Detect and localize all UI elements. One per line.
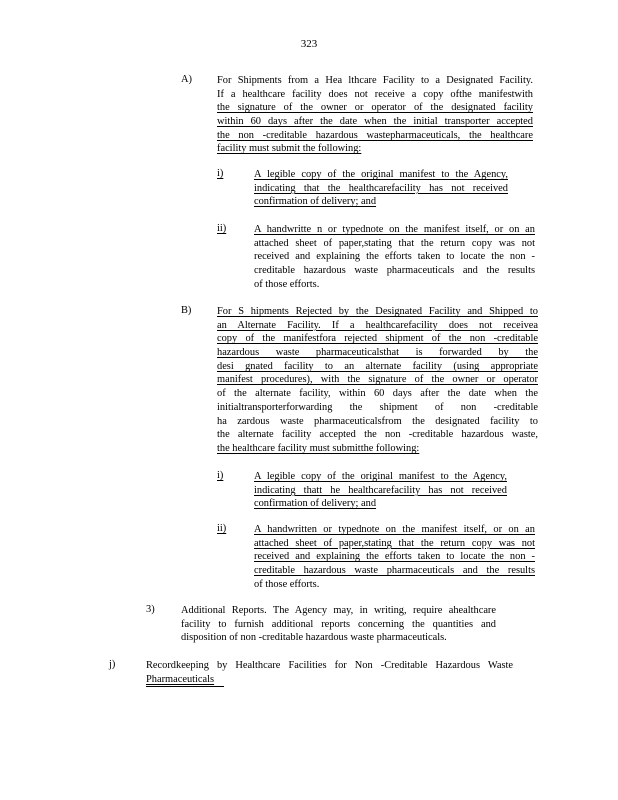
text-line: disposition of non -creditable hazardous waste pharmaceuticals. <box>181 632 447 644</box>
text-line: an Alternate Facility. If a healthcarefacility does not receivea <box>217 319 538 331</box>
section-a-label: A) <box>181 74 192 85</box>
text-line: If a healthcare facility does not receive a copy ofthe manifestwith <box>217 88 533 100</box>
page-number: 323 <box>300 38 318 50</box>
text-line: confirmation of delivery; and <box>254 498 377 510</box>
section-j-heading: Pharmaceuticals <box>146 673 215 685</box>
section-3-text <box>181 604 496 645</box>
text-line: A handwritte n or typednote on the manifest itself, or on an <box>254 224 535 235</box>
text-line: facility to furnish additional reports concerning the quantities and <box>181 618 496 630</box>
text-line: the signature of the owner or operator of the designated facility <box>217 102 533 114</box>
text-line: of those efforts. <box>254 578 320 590</box>
text-line: indicating that the healthcarefacility has not received <box>254 182 508 194</box>
item-text <box>254 168 508 209</box>
text-line: the alternate facility accepted the non -creditable hazardous waste, <box>217 429 538 441</box>
item-label: ii) <box>217 223 227 234</box>
section-j-label: j) <box>109 659 116 670</box>
text-line: copy of the manifestfora rejected shipment of the non -creditable <box>217 333 538 345</box>
item-text <box>254 470 507 511</box>
text-line: indicating thatt he healthcarefacility has not received <box>254 484 507 496</box>
section-b-text <box>217 305 538 456</box>
text-line: of the alternate facility, within 60 days after the date when the <box>217 388 538 400</box>
item-label: ii) <box>217 523 227 534</box>
section-j-text <box>146 659 513 686</box>
text-line: Recordkeeping by Healthcare Facilities for Non -Creditable Hazardous Waste <box>146 660 513 671</box>
section-b-label: B) <box>181 305 192 316</box>
text-line: of those efforts. <box>254 278 320 290</box>
text-line: creditable hazardous waste pharmaceuticals and the results <box>254 265 535 277</box>
text-line: For S hipments Rejected by the Designated Facility and Shipped to <box>217 306 538 317</box>
text-line: For Shipments from a Hea lthcare Facility to a Designated Facility. <box>217 75 533 86</box>
text-line: initialtransporterforwarding the shipment of non -creditable <box>217 401 538 413</box>
item-text <box>254 223 535 291</box>
text-line: ha zardous waste pharmaceuticalsfrom the designated facility to <box>217 415 538 427</box>
text-line: facility must submit the following: <box>217 143 362 155</box>
text-line: confirmation of delivery; and <box>254 196 377 208</box>
item-label: i) <box>217 470 224 481</box>
text-line: the healthcare facility must submitthe following: <box>217 442 420 454</box>
text-line: within 60 days after the date when the initial transporter accepted <box>217 116 533 128</box>
text-line: received and explaining the efforts taken to locate the non - <box>254 251 535 263</box>
text-line: received and explaining the efforts taken to locate the non - <box>254 551 535 563</box>
item-label: i) <box>217 168 224 179</box>
text-line: manifest procedures), with the signature of the owner or operator <box>217 374 538 386</box>
section-3-label: 3) <box>146 604 155 615</box>
text-line: Additional Reports. The Agency may, in writing, require ahealthcare <box>181 605 496 616</box>
underline-rule <box>146 686 224 687</box>
text-line: hazardous waste pharmaceuticalsthat is forwarded by the <box>217 347 538 359</box>
text-line: attached sheet of paper,stating that the return copy was not <box>254 237 535 249</box>
text-line: A legible copy of the original manifest to the Agency, <box>254 169 508 180</box>
text-line: attached sheet of paper,stating that the return copy was not <box>254 537 535 549</box>
text-line: desi gnated facility to an alternate facility (using appropriate <box>217 360 538 372</box>
item-text <box>254 523 535 591</box>
text-line: the non -creditable hazardous wastepharmaceuticals, the healthcare <box>217 129 533 141</box>
text-line: A handwritten or typednote on the manifest itself, or on an <box>254 524 535 535</box>
text-line: creditable hazardous waste pharmaceuticals and the results <box>254 565 535 577</box>
text-line: A legible copy of the original manifest to the Agency, <box>254 471 507 482</box>
section-a-text <box>217 74 533 156</box>
